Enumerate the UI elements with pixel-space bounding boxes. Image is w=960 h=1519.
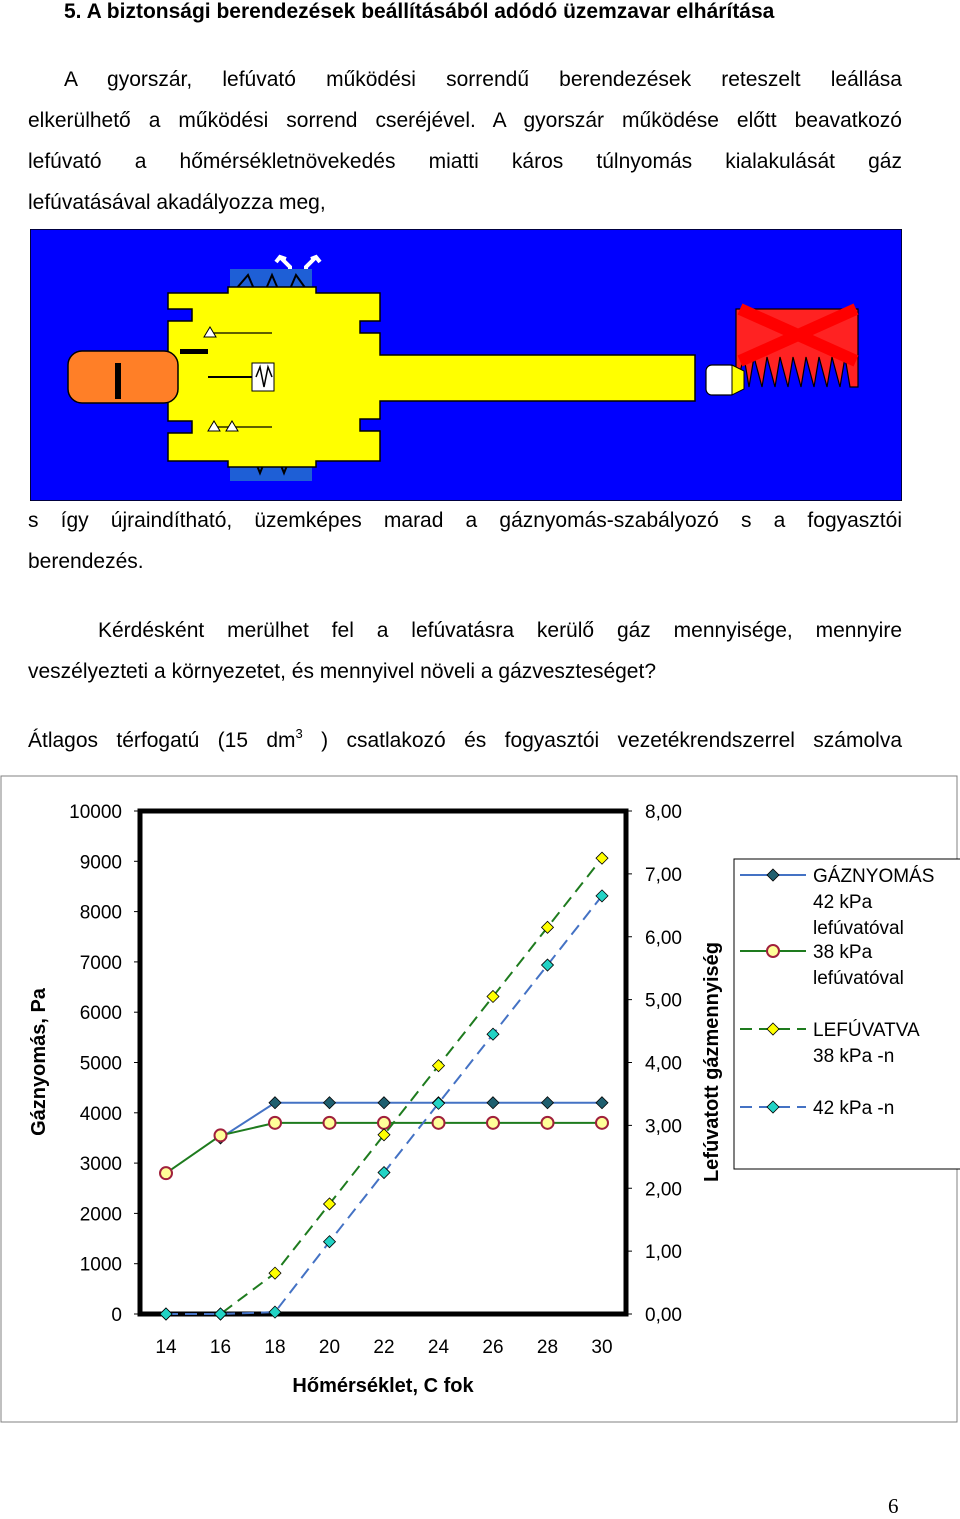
paragraph-1-line-2: elkerülhető a működési sorrend cseréjével. A gyorszár működése előtt beavatkozó: [28, 109, 902, 132]
series-2-point: [215, 1129, 227, 1141]
right-tick-label: 5,00: [645, 990, 682, 1012]
paragraph-4-superscript: 3: [295, 726, 303, 741]
legend-label: lefúvatóval: [813, 968, 904, 989]
left-tick-label: 10000: [69, 802, 122, 823]
page-number: 6: [888, 1494, 899, 1518]
right-tick-label: 2,00: [645, 1179, 682, 1201]
y-axis-label-right: Lefúvatott gázmennyiség: [701, 941, 723, 1183]
right-tick-label: 7,00: [645, 864, 682, 886]
paragraph-3-line-1: Kérdésként merülhet fel a lefúvatásra kerülő gáz mennyisége, mennyire: [98, 619, 902, 642]
x-tick-label: 30: [591, 1337, 613, 1358]
right-tick-label: 4,00: [645, 1053, 682, 1075]
right-tick-label: 1,00: [645, 1242, 682, 1264]
left-tick-label: 3000: [79, 1154, 122, 1176]
right-tick-label: 6,00: [645, 927, 682, 949]
legend-label: 42 kPa -n: [813, 1098, 895, 1119]
left-tick-label: 6000: [79, 1003, 122, 1025]
x-tick-label: 28: [536, 1337, 559, 1358]
legend-label: 38 kPa: [813, 942, 873, 963]
paragraph-2-line-1: s így újraindítható, üzemképes marad a gáznyomás-szabályozó s a fogyasztói: [28, 509, 902, 532]
y-axis-label-left: Gáznyomás, Pa: [28, 988, 50, 1136]
chart: [0, 775, 960, 1425]
paragraph-4-before: Átlagos térfogatú (15 dm: [28, 729, 296, 752]
paragraph-4-after: ) csatlakozó és fogyasztói vezetékrendszerrel számolva: [302, 729, 902, 752]
x-axis-label: Hőmérséklet, C fok: [292, 1375, 474, 1397]
paragraph-4: [28, 720, 902, 761]
paragraph-2-line-2: berendezés.: [28, 550, 144, 573]
left-tick-label: 0: [111, 1305, 122, 1326]
x-tick-label: 26: [482, 1337, 504, 1358]
left-tick-label: 7000: [79, 952, 122, 974]
legend-label: GÁZNYOMÁS: [813, 866, 935, 887]
x-tick-label: 20: [318, 1337, 341, 1358]
series-2-point: [160, 1167, 172, 1179]
legend-label: lefúvatóval: [813, 918, 904, 939]
paragraph-1-line-4: lefúvatásával akadályozza meg,: [28, 191, 326, 214]
paragraph-1-line-1: A gyorszár, lefúvató működési sorrendű berendezések reteszelt leállása: [64, 68, 902, 91]
paragraph-3-line-2: veszélyezteti a környezetet, és mennyivel növeli a gázveszteséget?: [28, 660, 657, 683]
x-tick-label: 22: [373, 1337, 395, 1358]
series-2-point: [596, 1117, 608, 1129]
paragraph-1-line-3: lefúvató a hőmérsékletnövekedés miatti káros túlnyomás kialakulását gáz: [28, 150, 902, 173]
right-tick-label: 0,00: [645, 1305, 682, 1326]
legend-marker-2: [767, 945, 779, 957]
left-tick-label: 2000: [79, 1204, 122, 1226]
right-tick-label: 8,00: [645, 802, 682, 823]
section-heading: 5. A biztonsági berendezések beállításából adódó üzemzavar elhárítása: [64, 0, 775, 23]
legend-label: 38 kPa -n: [813, 1046, 895, 1067]
series-2-point: [324, 1117, 336, 1129]
x-tick-label: 24: [427, 1337, 450, 1358]
left-tick-label: 1000: [79, 1254, 122, 1276]
right-tick-label: 3,00: [645, 1116, 682, 1138]
x-tick-label: 18: [264, 1337, 286, 1358]
plot-area: [140, 811, 626, 1314]
legend-label: LEFÚVATVA: [813, 1020, 920, 1041]
safety-valve-diagram: [30, 229, 902, 501]
left-tick-label: 5000: [79, 1053, 122, 1075]
x-tick-label: 14: [155, 1337, 177, 1358]
series-2-point: [378, 1117, 390, 1129]
series-2-point: [269, 1117, 281, 1129]
left-tick-label: 8000: [79, 902, 122, 924]
left-tick-label: 9000: [79, 852, 122, 874]
series-2-point: [433, 1117, 445, 1129]
x-tick-label: 16: [209, 1337, 232, 1358]
series-2-point: [542, 1117, 554, 1129]
series-2-point: [487, 1117, 499, 1129]
legend-label: 42 kPa: [813, 892, 873, 913]
left-tick-label: 4000: [79, 1103, 122, 1125]
